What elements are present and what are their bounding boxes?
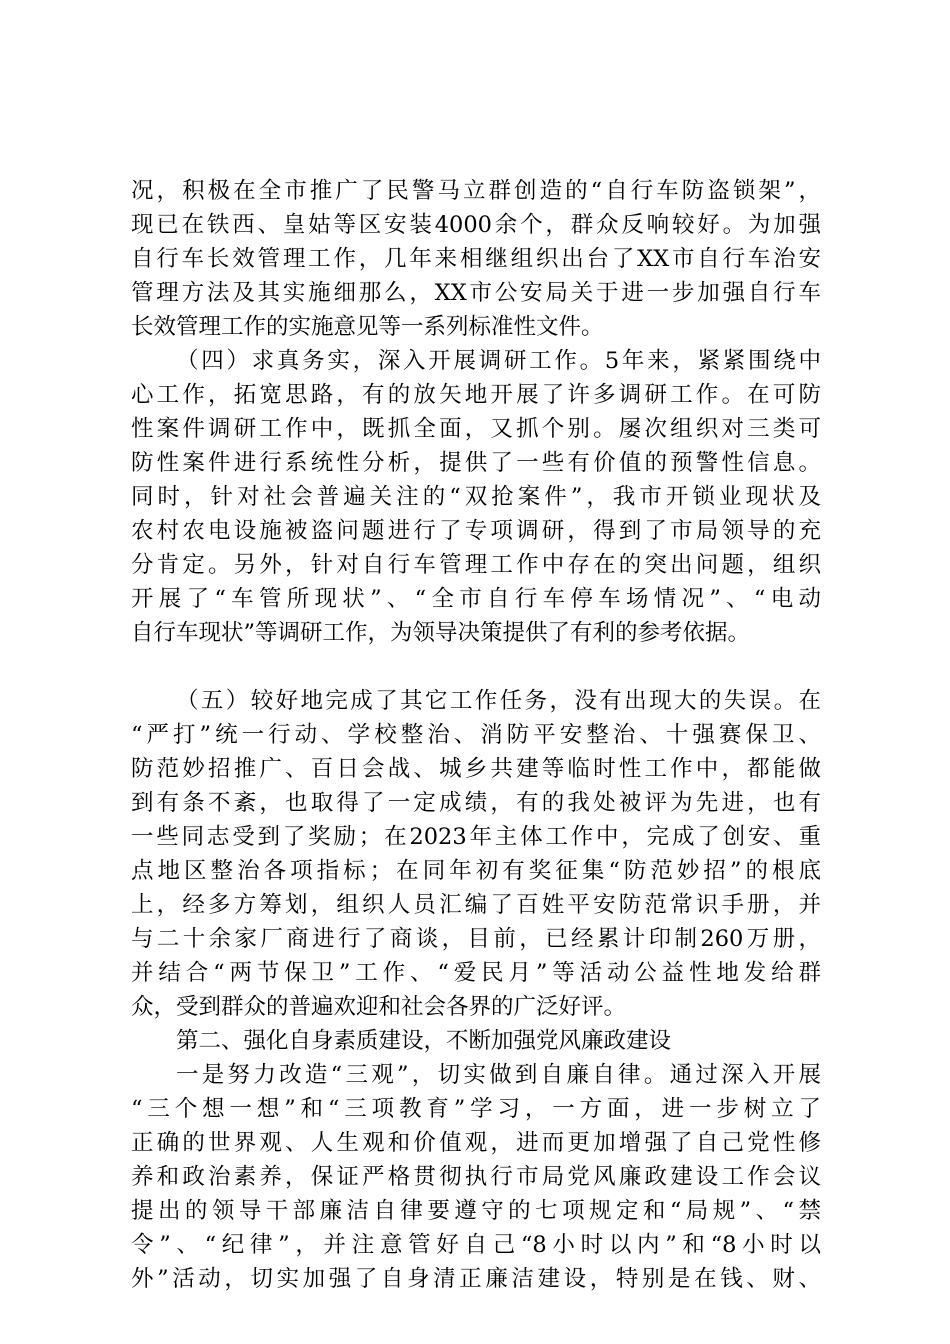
text-line: “三个想一想”和“三项教育”学习，一方面，进一步树立了 [131,1096,821,1122]
text-line: （四）求真务实，深入开展调研工作。5年来，紧紧围绕中 [176,348,821,374]
text-line: 性案件调研工作中，既抓全面，又抓个别。屡次组织对三类可 [131,416,821,442]
text-line: 况，积极在全市推广了民警马立群创造的“自行车防盗锁架”， [131,178,821,204]
text-line: 众，受到群众的普遍欢迎和社会各界的广泛好评。 [131,994,627,1020]
text-line: 并结合“两节保卫”工作、“爱民月”等活动公益性地发给群 [131,960,821,986]
text-line: 长效管理工作的实施意见等一系列标准性文件。 [131,314,604,340]
text-line: “严打”统一行动、学校整治、消防平安整治、十强赛保卫、 [131,722,821,748]
text-line: 一些同志受到了奖励；在2023年主体工作中，完成了创安、重 [131,824,821,850]
text-line: 到有条不紊，也取得了一定成绩，有的我处被评为先进，也有 [131,790,821,816]
text-line: 点地区整治各项指标；在同年初有奖征集“防范妙招”的根底 [131,858,821,884]
text-line: 开展了“车管所现状”、“全市自行车停车场情况”、“电动 [131,586,821,612]
text-line: 现已在铁西、皇姑等区安装4000余个，群众反响较好。为加强 [131,212,821,238]
text-line: 防性案件进行系统性分析，提供了一些有价值的预警性信息。 [131,450,821,476]
text-line: 养和政治素养，保证严格贯彻执行市局党风廉政建设工作会议 [131,1164,821,1190]
text-line: 提出的领导干部廉洁自律要遵守的七项规定和“局规”、“禁 [131,1198,821,1224]
text-line: 农村农电设施被盗问题进行了专项调研，得到了市局领导的充 [131,518,821,544]
text-line: 上，经多方筹划，组织人员汇编了百姓平安防范常识手册，并 [131,892,821,918]
text-line: 自行车长效管理工作，几年来相继组织出台了XX市自行车治安 [131,246,821,272]
text-line: 外”活动，切实加强了自身清正廉洁建设，特别是在钱、财、 [131,1266,821,1292]
text-line: 同时，针对社会普遍关注的“双抢案件”，我市开锁业现状及 [131,484,821,510]
text-line: 令”、“纪律”，并注意管好自己“8小时以内”和“8小时以 [131,1232,821,1258]
text-line: 一是努力改造“三观”，切实做到自廉自律。通过深入开展 [176,1062,821,1088]
text-line: 正确的世界观、人生观和价值观，进而更加增强了自己党性修 [131,1130,821,1156]
section-heading: 第二、强化自身素质建设，不断加强党风廉政建设 [176,1028,672,1054]
text-line: 心工作，拓宽思路，有的放矢地开展了许多调研工作。在可防 [131,382,821,408]
text-line: 防范妙招推广、百日会战、城乡共建等临时性工作中，都能做 [131,756,821,782]
text-line: 自行车现状”等调研工作，为领导决策提供了有利的参考依据。 [131,620,751,646]
text-line: （五）较好地完成了其它工作任务，没有出现大的失误。在 [176,688,821,714]
text-line: 分肯定。另外，针对自行车管理工作中存在的突出问题，组织 [131,552,821,578]
text-line: 管理方法及其实施细那么，XX市公安局关于进一步加强自行车 [131,280,821,306]
text-line: 与二十余家厂商进行了商谈，目前，已经累计印制260万册， [131,926,821,952]
